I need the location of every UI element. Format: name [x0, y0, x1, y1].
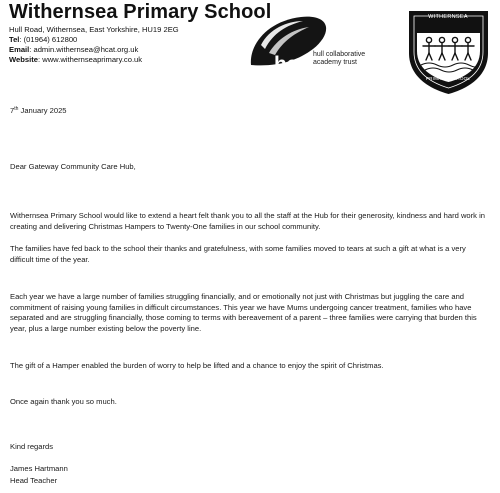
letter-closing: Kind regards [10, 442, 54, 451]
email-value: : admin.withernsea@hcat.org.uk [29, 45, 139, 54]
school-name: Withernsea Primary School [9, 1, 272, 23]
hcat-wordmark: hcat [274, 53, 316, 76]
email-label: Email [9, 45, 30, 54]
school-telephone [9, 35, 77, 45]
hcat-subtitle-line2: academy trust [313, 59, 357, 66]
school-email [9, 45, 138, 55]
letter-paragraph-2: The families have fed back to the school their thanks and gratefulness, with some families moved to tears at such a gift at what is a very difficult time of the year. [10, 244, 466, 264]
website-label: Website [9, 55, 38, 64]
letter-paragraph-5: Once again thank you so much. [10, 397, 117, 406]
hcat-subtitle-line1: hull collaborative [313, 51, 366, 58]
date-day: 7 [10, 106, 15, 115]
signatory-name: James Hartmann [10, 464, 68, 473]
letter-date [10, 104, 488, 117]
school-badge [405, 7, 492, 96]
date-suffix: th [14, 106, 19, 112]
badge-bottom-text: PRIMARY SCHOOL [425, 76, 471, 81]
date-rest: January 2025 [18, 106, 67, 115]
letter-paragraph-3: Each year we have a large number of families struggling financially, and or emotionally not just with Christmas but juggling the care and commitment of raising young families in difficult circumstances. This year we have Mums undergoing cancer treatment, families who have separated and are struggling financially, those coming to terms with bereavement of a parent – three families were carrying that burden this year, plus a large number existing below the poverty line. [10, 292, 477, 333]
letter-salutation: Dear Gateway Community Care Hub, [10, 162, 136, 171]
letter-paragraph-4: The gift of a Hamper enabled the burden of worry to help be lifted and a chance to enjoy the spirit of Christmas. [10, 361, 384, 370]
badge-top-text: WITHERNSEA [428, 14, 468, 20]
school-address: Hull Road, Withernsea, East Yorkshire, HU19 2EG [9, 25, 179, 34]
letter-paragraph-1: Withernsea Primary School would like to extend a heart felt thank you to all the staff at the Hub for their generosity, kindness and hard work in creating and delivering Christmas Hampers to Twenty-One families in our school community. [10, 211, 486, 231]
school-website [9, 55, 142, 65]
tel-label: Tel [9, 35, 20, 44]
tel-value: : (01964) 612800 [19, 35, 78, 44]
signatory-title: Head Teacher [10, 476, 58, 485]
school-crest-icon [405, 7, 492, 96]
website-value: : www.withernseaprimary.co.uk [37, 55, 143, 64]
